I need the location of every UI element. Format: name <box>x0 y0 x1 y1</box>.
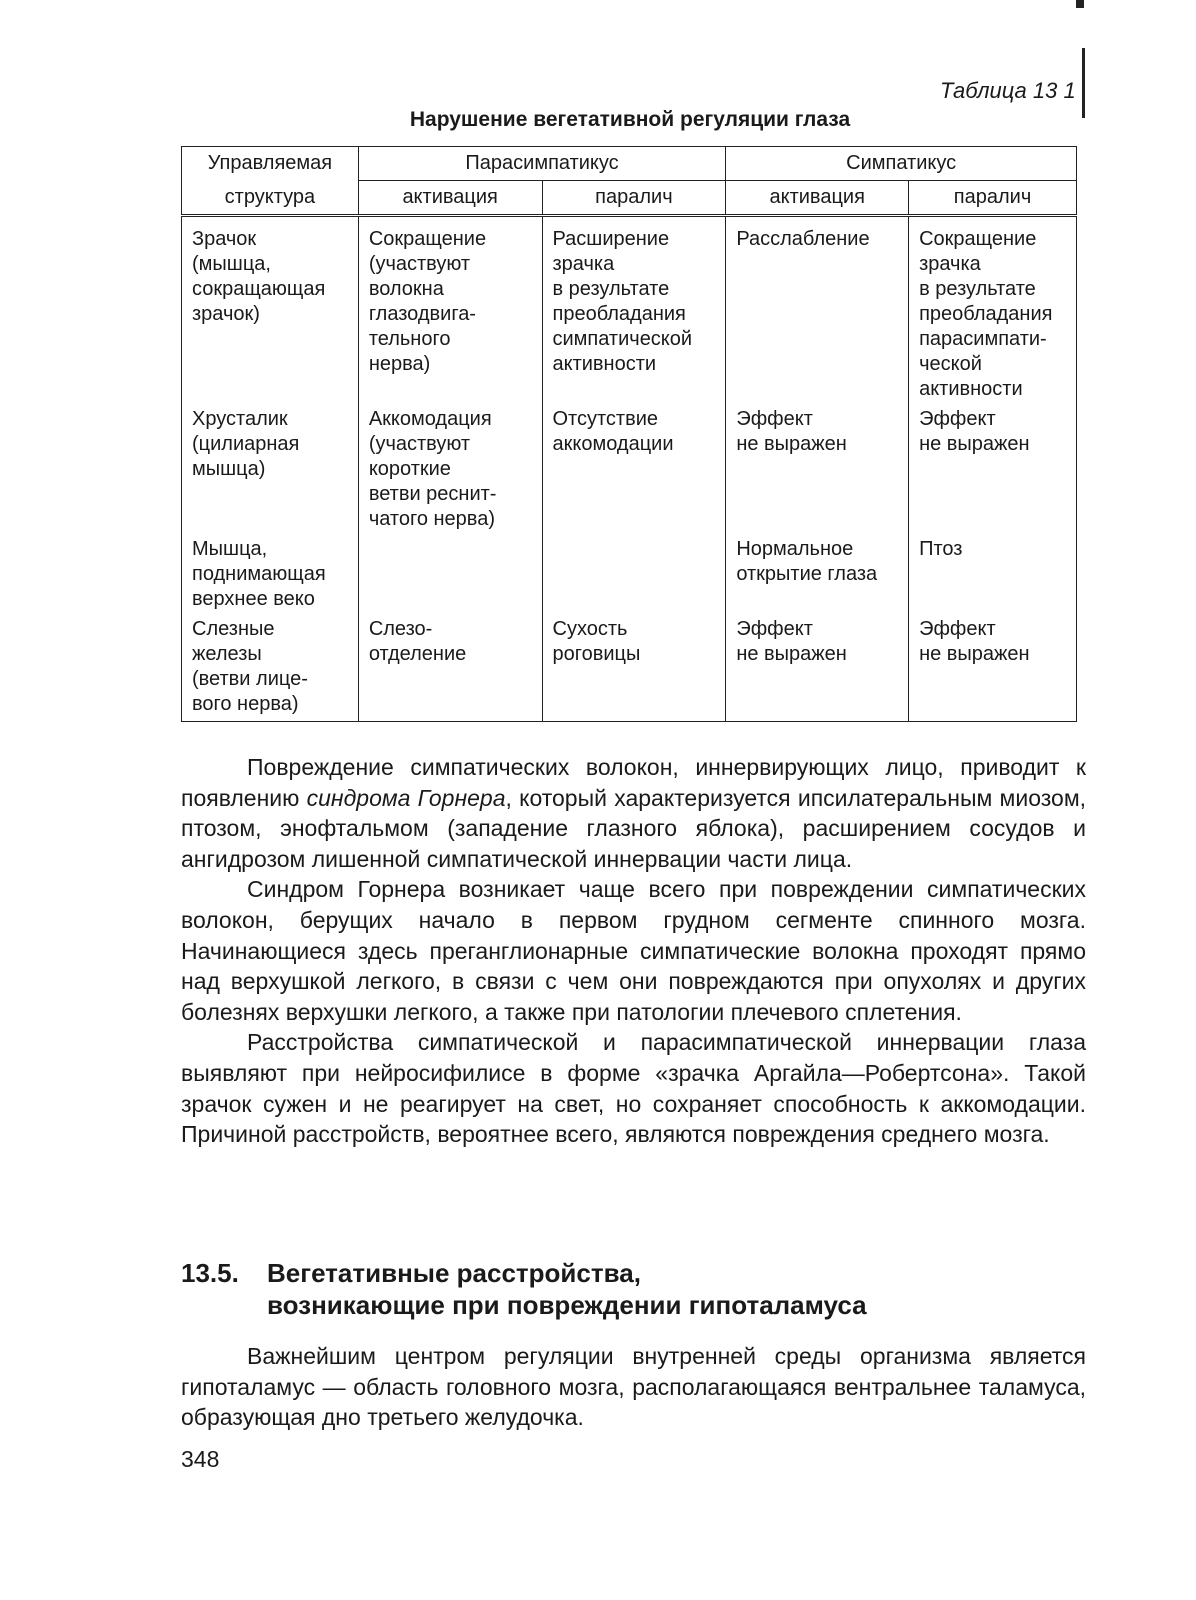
table-row <box>182 534 1077 614</box>
cell-symp-activation: Эффект не выражен <box>726 404 909 534</box>
cell-symp-activation: Расслабление <box>726 216 909 405</box>
cell-structure: Слезные железы (ветви лице- вого нерва) <box>182 614 359 722</box>
cell-symp-paralysis: Эффект не выражен <box>909 404 1077 534</box>
cell-structure: Хрусталик (цилиарная мышца) <box>182 404 359 534</box>
italic-term: синдрома Горнера <box>306 784 506 811</box>
header-para-paralysis: паралич <box>542 181 726 216</box>
scan-mark <box>1076 0 1084 8</box>
paragraph-horner-definition <box>181 752 1086 874</box>
eye-regulation-table <box>181 146 1077 722</box>
header-structure-line2: структура <box>182 181 359 216</box>
header-sympathetic: Симпатикус <box>726 147 1077 181</box>
body-text-block <box>181 752 1086 1150</box>
cell-symp-paralysis: Сокращение зрачка в результате преобладания парасимпати- ческой активности <box>909 216 1077 405</box>
section-heading <box>181 1257 867 1321</box>
paragraph-hypothalamus: Важнейшим центром регуляции внутренней среды организма является гипоталамус — область головного мозга, располагающаяся вентральнее таламуса, образующая дно третьего желудочка. <box>181 1343 1086 1431</box>
cell-para-activation: Слезо- отделение <box>358 614 542 722</box>
table-row <box>182 614 1077 722</box>
header-parasympathetic: Парасимпатикус <box>358 147 726 181</box>
cell-para-paralysis: Расширение зрачка в результате преобладания симпатической активности <box>542 216 726 405</box>
cell-para-activation: Сокращение (участвуют волокна глазодвига- тельного нерва) <box>358 216 542 405</box>
cell-symp-activation: Эффект не выражен <box>726 614 909 722</box>
paragraph-text: Повреждение симпатических волокон, иннервирующих лицо, приводит к появлению <box>181 754 1086 811</box>
header-structure-line1: Управляемая <box>182 147 359 181</box>
cell-para-activation: Аккомодация (участвуют короткие ветви реснит- чатого нерва) <box>358 404 542 534</box>
page-number: 348 <box>181 1446 220 1472</box>
header-para-activation: активация <box>358 181 542 216</box>
table-row <box>182 404 1077 534</box>
paragraph-text: , который характеризуется ипсилатеральным миозом, птозом, энофтальмом (западение глазного яблока), расширением сосудов и ангидрозом лишенной симпатической иннервации части лица. <box>181 784 1087 872</box>
table-title: Нарушение вегетативной регуляции глаза <box>409 108 851 131</box>
section-number: 13.5. <box>181 1258 239 1288</box>
section-title-line2: возникающие при повреждении гипоталамуса <box>267 1290 867 1320</box>
cell-para-activation <box>358 534 542 614</box>
cell-symp-paralysis: Эффект не выражен <box>909 614 1077 722</box>
table-subheader-row <box>182 181 1077 216</box>
header-symp-paralysis: паралич <box>909 181 1077 216</box>
table-number: Таблица 13 1 <box>940 78 1076 103</box>
header-symp-activation: активация <box>726 181 909 216</box>
paragraph-horner-cause: Синдром Горнера возникает чаще всего при повреждении симпатических волокон, берущих начало в первом грудном сегменте спинного мозга. Начинающиеся здесь преганглионарные симпатические волокна проходят прямо над верхушкой легкого, в связи с чем они повреждаются при опухолях и других болезнях верхушки легкого, а также при патологии плечевого сплетения. <box>181 876 1086 1025</box>
scan-edge-line <box>1082 48 1085 118</box>
section-body-text <box>181 1341 1086 1433</box>
section-title-line1: Вегетативные расстройства, <box>267 1258 641 1288</box>
cell-structure: Мышца, поднимающая верхнее веко <box>182 534 359 614</box>
cell-para-paralysis: Отсутствие аккомодации <box>542 404 726 534</box>
cell-symp-paralysis: Птоз <box>909 534 1077 614</box>
paragraph-argyll-robertson: Расстройства симпатической и парасимпатической иннервации глаза выявляют при нейросифилисе в форме «зрачка Аргайла—Робертсона». Такой зрачок сужен и не реагирует на свет, но сохраняет способность к аккомодации. Причиной расстройств, вероятнее всего, являются повреждения среднего мозга. <box>181 1029 1086 1148</box>
table-row <box>182 216 1077 405</box>
cell-symp-activation: Нормальное открытие глаза <box>726 534 909 614</box>
cell-para-paralysis <box>542 534 726 614</box>
cell-structure: Зрачок (мышца, сокращающая зрачок) <box>182 216 359 405</box>
cell-para-paralysis: Сухость роговицы <box>542 614 726 722</box>
table-header-row <box>182 147 1077 181</box>
